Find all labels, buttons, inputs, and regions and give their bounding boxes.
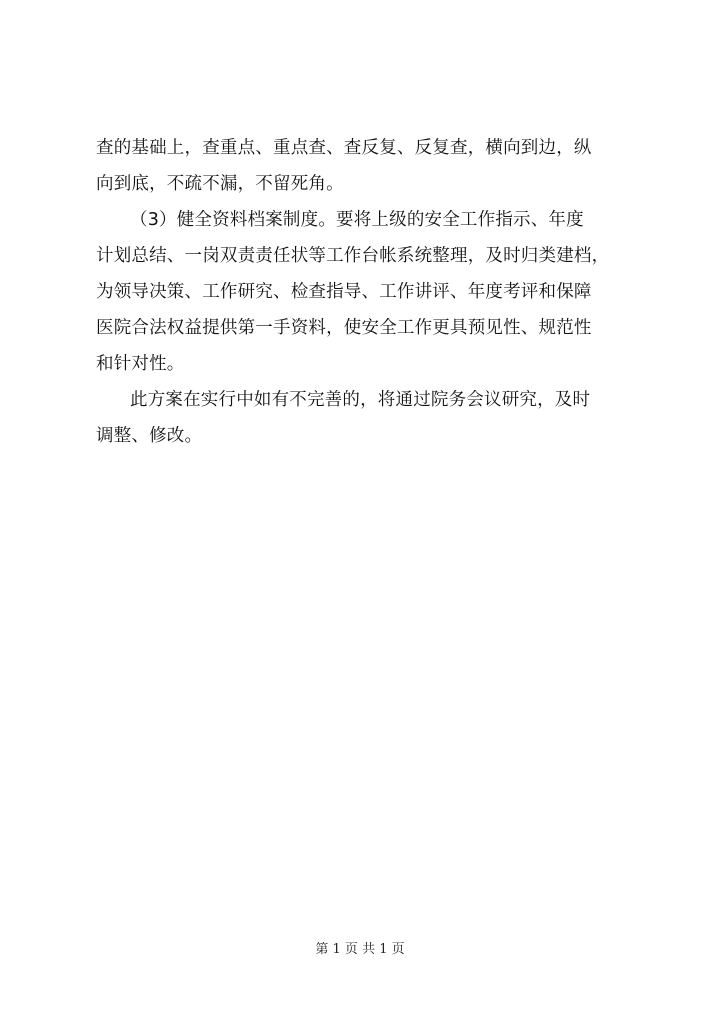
page-footer: 第 1 页 共 1 页 [315, 942, 405, 957]
document-body [96, 130, 636, 454]
text-line: 调整、修改。 [96, 426, 203, 446]
text-line: 和针对性。 [96, 354, 185, 374]
text-line: 此方案在实行中如有不完善的，将通过院务会议研究，及时 [130, 390, 591, 410]
text-line: 向到底，不疏不漏，不留死角。 [96, 174, 344, 194]
text-line: 为领导决策、工作研究、检查指导、工作讲评、年度考评和保障 [96, 282, 592, 302]
text-line: 查的基础上，查重点、重点查、查反复、反复查，横向到边，纵 [96, 138, 592, 158]
text-line: （3）健全资料档案制度。要将上级的安全工作指示、年度 [130, 210, 584, 230]
text-line: 医院合法权益提供第一手资料，使安全工作更具预见性、规范性 [96, 318, 592, 338]
text-line: 计划总结、一岗双责责任状等工作台帐系统整理，及时归类建档， [96, 246, 610, 266]
